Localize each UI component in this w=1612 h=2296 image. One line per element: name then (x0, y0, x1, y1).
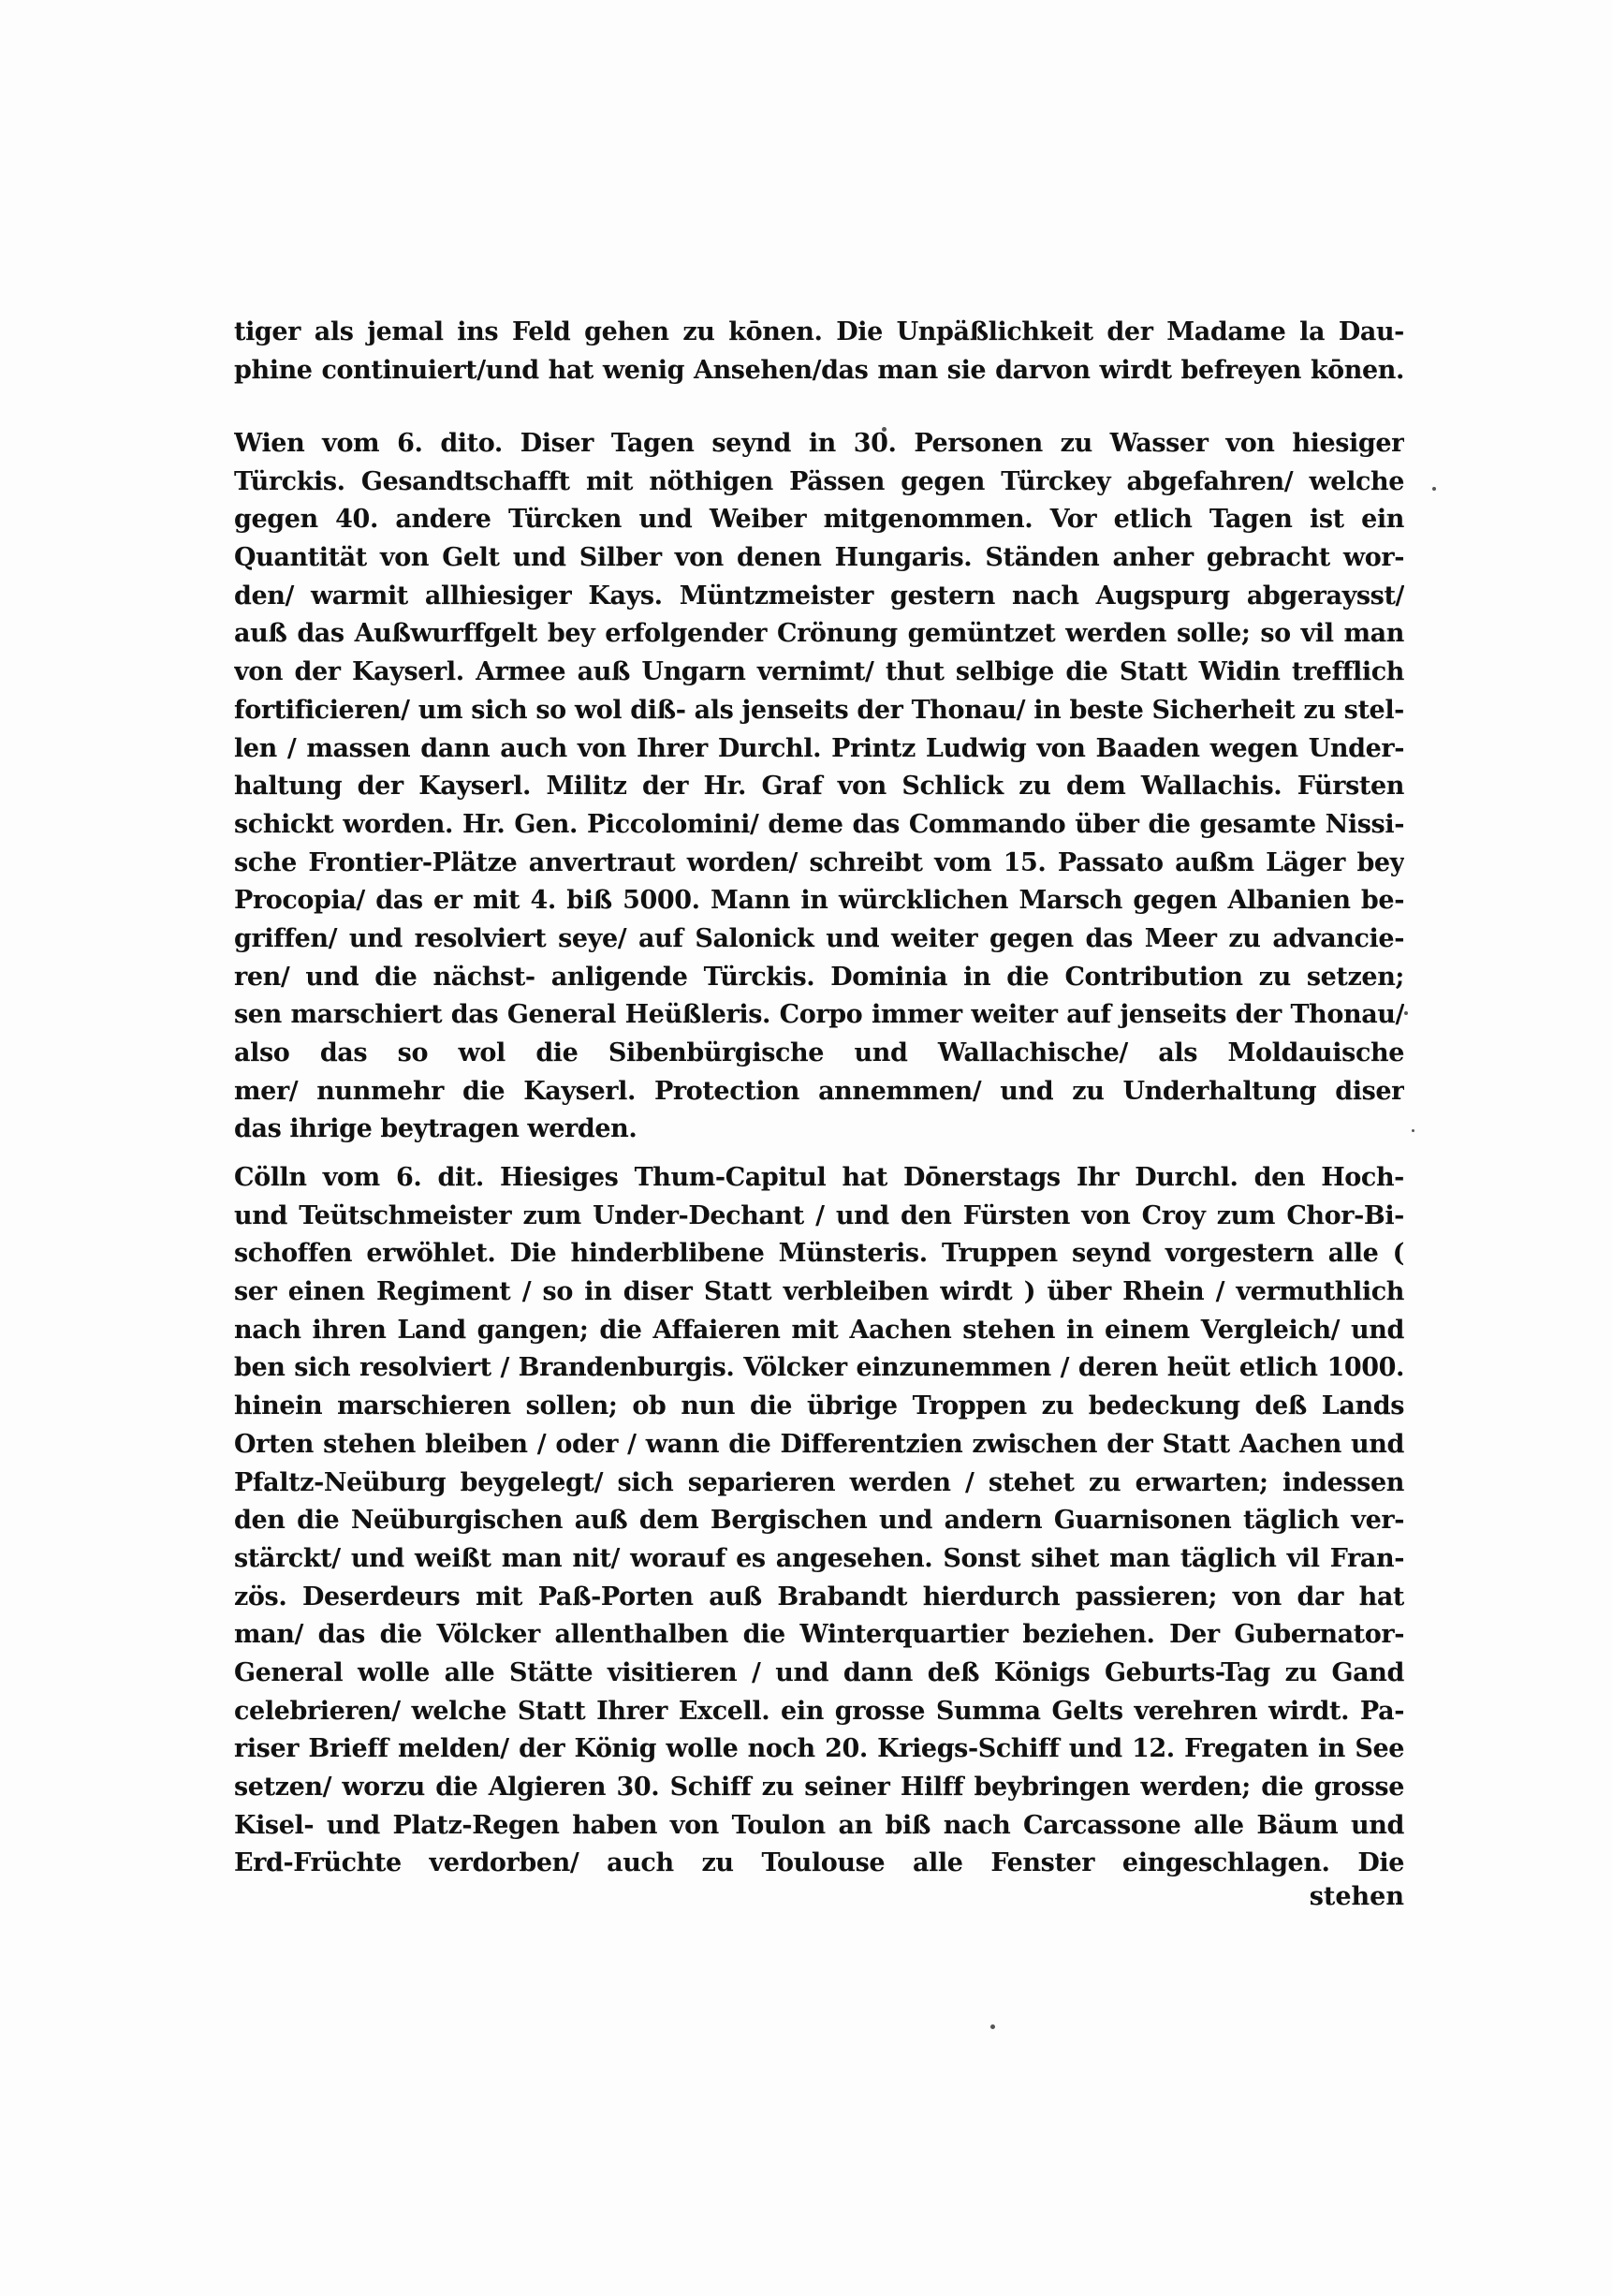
text-line: also das so wol die Sibenbürgische und Wallachische/ als Moldauische (234, 1038, 1404, 1067)
text-line: Quantität von Gelt und Silber von denen Hungaris. Ständen anher gebracht wor- (234, 543, 1404, 573)
text-line: Kisel- und Platz-Regen haben von Toulon an biß nach Carcassone alle Bäum und (234, 1810, 1404, 1840)
text-line: ser einen Regiment / so in diser Statt verbleiben wirdt ) über Rhein / vermuthlich (234, 1277, 1404, 1307)
text-line: auß das Außwurffgelt bey erfolgender Crönung gemüntzet werden solle; so vil man (234, 619, 1404, 649)
text-line: zös. Deserdeurs mit Paß-Porten auß Brabandt hierdurch passieren; von dar hat (234, 1582, 1404, 1612)
catchword: stehen (1309, 1882, 1404, 1911)
text-line: tiger als jemal ins Feld gehen zu kōnen. Die Unpäßlichkeit der Madame la Dau- (234, 317, 1404, 346)
paragraph-2 (234, 425, 1404, 1149)
text-line: griffen/ und resolviert seye/ auf Salonick und weiter gegen das Meer zu advancie- (234, 923, 1404, 953)
text-line: stärckt/ und weißt man nit/ worauf es angesehen. Sonst sihet man täglich vil Fran- (234, 1543, 1404, 1573)
text-line: den/ warmit allhiesiger Kays. Müntzmeister gestern nach Augspurg abgeraysst/ (234, 581, 1404, 611)
paragraph-3 (234, 1159, 1404, 1883)
text-line: haltung der Kayserl. Militz der Hr. Graf von Schlick zu dem Wallachis. Fürsten (234, 772, 1404, 802)
text-line: man/ das die Völcker allenthalben die Winterquartier beziehen. Der Gubernator- (234, 1620, 1404, 1650)
text-line: len / massen dann auch von Ihrer Durchl. Printz Ludwig von Baaden wegen Under- (234, 733, 1404, 763)
text-line: und Teütschmeister zum Under-Dechant / und den Fürsten von Croy zum Chor-Bi- (234, 1200, 1404, 1230)
text-line: General wolle alle Stätte visitieren / und dann deß Königs Geburts-Tag zu Gand (234, 1657, 1404, 1687)
text-line: von der Kayserl. Armee auß Ungarn vernimt/ thut selbige die Statt Widin trefflich (234, 657, 1404, 687)
text-line: Wien vom 6. dito. Diser Tagen seynd in 30. Personen zu Wasser von hiesiger (234, 429, 1404, 458)
text-line: nach ihren Land gangen; die Affaieren mit Aachen stehen in einem Vergleich/ und (234, 1315, 1404, 1345)
text-line: Orten stehen bleiben / oder / wann die Differentzien zwischen der Statt Aachen und (234, 1429, 1404, 1459)
text-line: ben sich resolviert / Brandenburgis. Völcker einzunemmen / deren heüt etlich 1000. (234, 1353, 1404, 1383)
text-line: Cölln vom 6. dit. Hiesiges Thum-Capitul hat Dōnerstags Ihr Durchl. den Hoch- (234, 1163, 1404, 1192)
text-line: Pfaltz-Neüburg beygelegt/ sich separieren werden / stehet zu erwarten; indessen (234, 1467, 1404, 1497)
paragraph-1 (234, 314, 1404, 390)
text-line: Erd-Früchte verdorben/ auch zu Toulouse alle Fenster eingeschlagen. Die (234, 1848, 1404, 1878)
text-line: setzen/ worzu die Algieren 30. Schiff zu seiner Hilff beybringen werden; die grosse (234, 1773, 1404, 1802)
text-line: Türckis. Gesandtschafft mit nöthigen Pässen gegen Türckey abgefahren/ welche (234, 466, 1404, 496)
text-line: ren/ und die nächst- anligende Türckis. Dominia in die Contribution zu setzen; (234, 962, 1404, 992)
text-line: celebrieren/ welche Statt Ihrer Excell. ein grosse Summa Gelts verehren wirdt. Pa- (234, 1696, 1404, 1726)
text-line: schickt worden. Hr. Gen. Piccolomini/ deme das Commando über die gesamte Nissi- (234, 809, 1404, 839)
text-line: schoffen erwöhlet. Die hinderblibene Münsteris. Truppen seynd vorgestern alle ( (234, 1239, 1404, 1269)
text-line: Procopia/ das er mit 4. biß 5000. Mann in würcklichen Marsch gegen Albanien be- (234, 886, 1404, 916)
text-line: hinein marschieren sollen; ob nun die übrige Troppen zu bedeckung deß Lands (234, 1391, 1404, 1421)
text-line: phine continuiert/und hat wenig Ansehen/das man sie darvon wirdt befreyen kōnen. (234, 355, 1404, 385)
text-line: riser Brieff melden/ der König wolle noch 20. Kriegs-Schiff und 12. Fregaten in See (234, 1734, 1404, 1764)
text-line: den die Neüburgischen auß dem Bergischen und andern Guarnisonen täglich ver- (234, 1506, 1404, 1536)
text-line: das ihrige beytragen werden. (234, 1114, 637, 1144)
text-line: sche Frontier-Plätze anvertraut worden/ schreibt vom 15. Passato außm Läger bey (234, 847, 1404, 877)
text-line: mer/ nunmehr die Kayserl. Protection annemmen/ und zu Underhaltung diser (234, 1076, 1404, 1106)
text-line: fortificieren/ um sich so wol diß- als jenseits der Thonau/ in beste Sicherheit zu stel- (234, 695, 1404, 725)
text-line: sen marschiert das General Heüßleris. Corpo immer weiter auf jenseits der Thonau/ (234, 1000, 1404, 1030)
text-line: gegen 40. andere Türcken und Weiber mitgenommen. Vor etlich Tagen ist ein (234, 505, 1404, 535)
